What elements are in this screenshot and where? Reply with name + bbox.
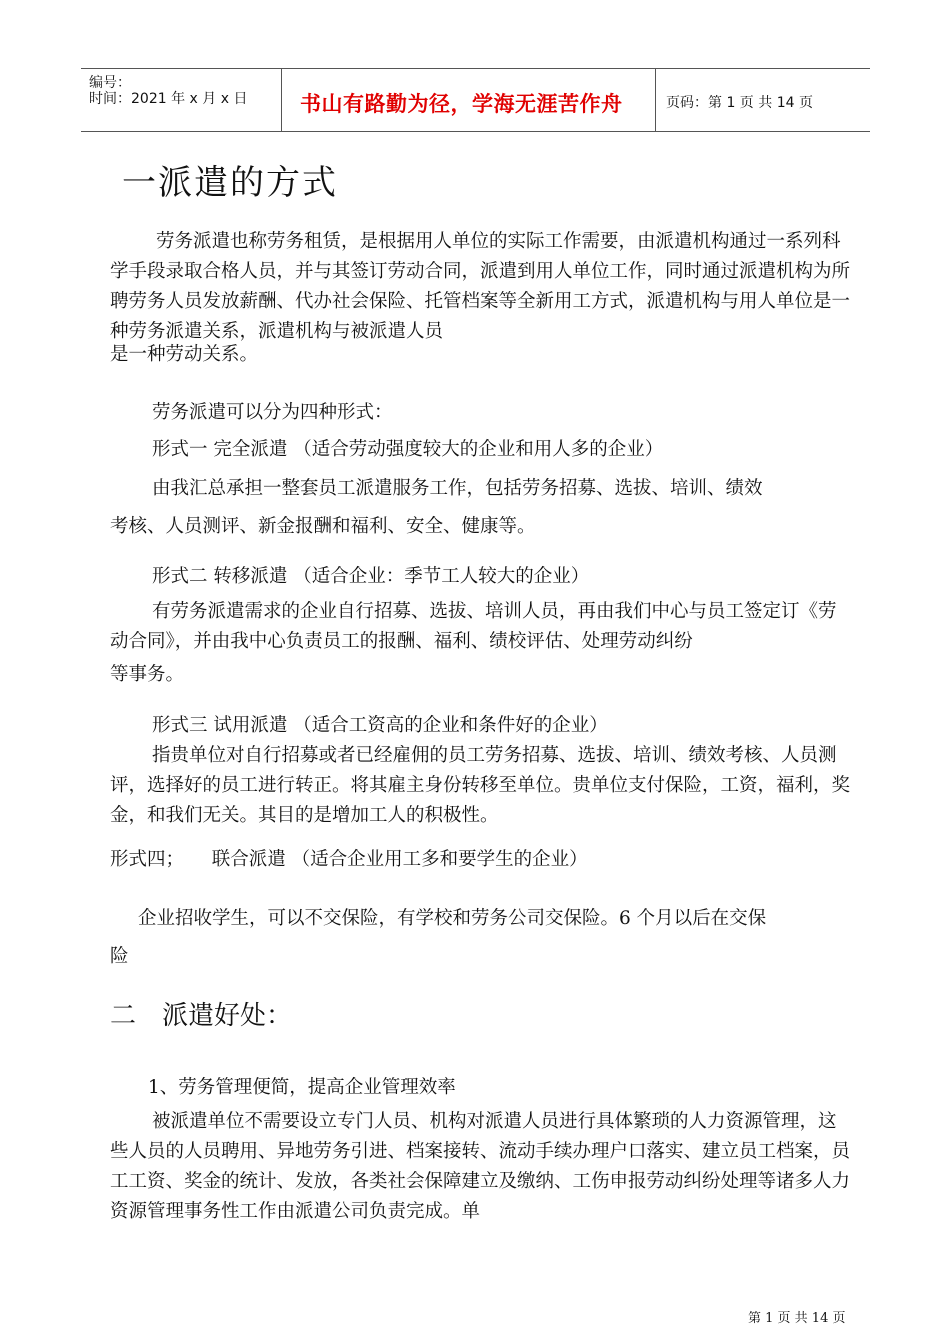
- document-time: 时间：2021 年 x 月 x 日: [89, 91, 248, 107]
- form-2-title: 形式二 转移派遣 （适合企业：季节工人较大的企业）: [152, 566, 590, 587]
- form-4-body: 企业招收学生，可以不交保险，有学校和劳务公司交保险。6 个月以后在交保: [138, 908, 767, 929]
- form-4-title: 形式四； 联合派遣 （适合企业用工多和要学生的企业）: [110, 849, 588, 870]
- section-1-title: 一派遣的方式: [122, 163, 338, 203]
- motto-text: 书山有路勤为径，学海无涯苦作舟: [300, 92, 623, 116]
- header-motto: [282, 69, 656, 131]
- form-1-body: 由我汇总承担一整套员工派遣服务工作，包括劳务招募、选拔、培训、绩效: [152, 478, 763, 499]
- page-footer: 第 1 页 共 14 页: [748, 1311, 846, 1326]
- form-4-body-end: 险: [110, 946, 129, 967]
- header-page-info: [656, 69, 870, 131]
- forms-intro: 劳务派遣可以分为四种形式：: [152, 402, 393, 423]
- document-number: 编号：: [89, 75, 131, 91]
- intro-paragraph: 劳务派遣也称劳务租赁，是根据用人单位的实际工作需要，由派遣机构通过一系列科学手段录取合格人员，并与其签订劳动合同，派遣到用人单位工作，同时通过派遣机构为所聘劳务人员发放薪酬、代办社会保险、托管档案等全新用工方式，派遣机构与用人单位是一种劳务派遣关系，派遣机构与被派遣人员: [110, 231, 851, 342]
- section-2-title: 二 派遣好处：: [110, 1001, 293, 1031]
- intro-paragraph-end: 是一种劳动关系。: [110, 344, 259, 365]
- header-meta: [81, 69, 282, 131]
- form-3-body: 指贵单位对自行招募或者已经雇佣的员工劳务招募、选拔、培训、绩效考核、人员测评，选择好的员工进行转正。将其雇主身份转移至单位。贵单位支付保险，工资，福利，奖金，和我们无关。其目的是增加工人的积极性。: [110, 745, 851, 826]
- form-2-body: 有劳务派遣需求的企业自行招募、选拔、培训人员，再由我们中心与员工签定订《劳动合同》，并由我中心负责员工的报酬、福利、绩校评估、处理劳动纠纷: [110, 601, 837, 652]
- page-info-text: 页码：第 1 页 共 14 页: [666, 95, 813, 111]
- benefit-1-title: 1、劳务管理便简，提高企业管理效率: [148, 1077, 456, 1098]
- page-header: [81, 68, 870, 132]
- form-2-body-end: 等事务。: [110, 664, 185, 685]
- form-1-body-end: 考核、人员测评、新金报酬和福利、安全、健康等。: [110, 516, 536, 537]
- benefit-1-body: 被派遣单位不需要设立专门人员、机构对派遣人员进行具体繁琐的人力资源管理，这些人员的人员聘用、异地劳务引进、档案接转、流动手续办理户口落实、建立员工档案，员工工资、奖金的统计、发放，各类社会保障建立及缴纳、工伤申报劳动纠纷处理等诸多人力资源管理事务性工作由派遣公司负责完成。单: [110, 1111, 851, 1222]
- form-1-title: 形式一 完全派遣 （适合劳动强度较大的企业和用人多的企业）: [152, 439, 664, 460]
- form-3-title: 形式三 试用派遣 （适合工资高的企业和条件好的企业）: [152, 715, 608, 736]
